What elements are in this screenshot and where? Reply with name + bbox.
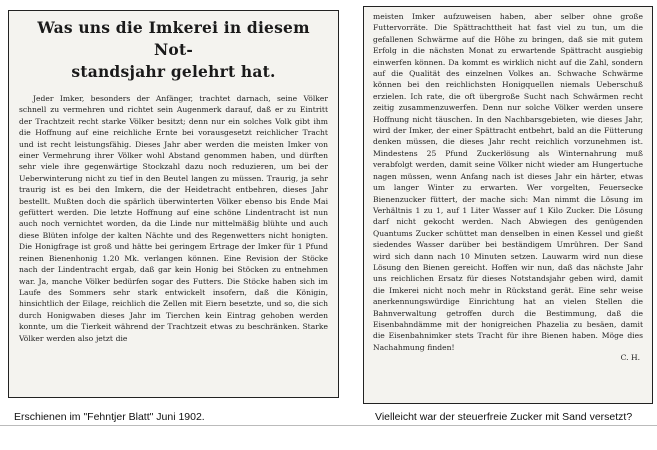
article-body-part-2: meisten Imker aufzuweisen haben, aber selber ohne große Futtervorräte. Die Spättrachttheit hat fast viel zu tun, um die gefallenen Schwärme auf die Höhe zu bringen, daß sie mit gutem Erfolg in die nächsten Monat zu erwartende Spättracht ausgiebig einwerfen können. Da kommt es wirklich nicht auf die Zahl, sondern auf die Qualität des einzelnen Volkes an. Schwache Schwärme können bei den reichlichsten Honigquellen niemals Ueberschuß erzielen. Ich rate, die oft übergroße Sucht nach Schwärmen recht zeitig zusammenzuwerfen. Denn nur solche Völker werden unsere Hoffnung nicht täuschen. In den Nachbarsgebieten, wie dieses Jahr, wird der Imker, der einer Spättracht entbehrt, bald an die Fütterung denken müssen, die dieses Jahr recht reichlich vorzunehmen ist. Mindestens 25 Pfund Zuckerlösung als Winternahrung muß verabfolgt werden, damit seine Völker nicht wieder am Hungertuche nagen müssen, wenn Anfang nach ist dieses Jahr ein härter, etwas um langer Winter zu erwarten. Wer vorgelten, Feuersecke Bienenzucker füttert, der mache sich: Man nimmt die Lösung im Verhältnis 1 zu 1, auf 1 Liter Wasser auf 1 Kilo Zucker. Die Lösung darf nicht gekocht werden. Nach Abwiegen des genügenden Quantums Zucker schüttet man denselben in einen Kessel und gießt siedendes Wasser darüber bei beständigem Umrühren. Der Sand wird sich dann nach 10 Minuten setzen. Lauwarm wird nun diese Lösung den Bienen gereicht. Hoffen wir nun, daß das nächste Jahr uns reichlichen Ersatz für dieses Notstandsjahr geben wird, damit die Imkerei nicht noch mehr in Rückstand gerät. Eine sehr weise anerkennungswürdige Einrichtung hat an vielen Stellen die Bahnverwaltung getroffen durch die Bestimmung, daß die Eisenbahndämme mit der honigreichen Phazelia zu besäen, damit die Eisenbahnimker stets Tracht für ihre Bienen haben. Möge dies Nachahmung finden! [373, 12, 643, 352]
source-caption: Erschienen im "Fehntjer Blatt" Juni 1902. [14, 411, 205, 423]
headline-line-2: standsjahr gelehrt hat. [71, 62, 276, 81]
article-headline [17, 17, 330, 83]
divider-line [0, 425, 657, 426]
newspaper-clipping-left [8, 10, 339, 398]
article-body-part-1: Jeder Imker, besonders der Anfänger, trachtet darnach, seine Völker schnell zu vermehren und richtet sein Augenmerk darauf, daß er zu Eintritt der Trachtzeit recht starke Völker besitzt; denn nur ein solches Volk gibt ihm die Hoffnung auf eine reichliche Ernte bei vorausgesetzt reichlicher Tracht und ist recht leistungsfähig. Dieses Jahr aber werden die meisten Imker von einer Vermehrung ihrer Völker wohl Abstand genommen haben, und dürften sehr viele ihre gegenwärtige Stockzahl dazu noch reduzieren, um bei der Ueberwinterung nicht zu tief in den Beutel langen zu müssen. Traurig, ja sehr traurig ist es bei den Imkern, die der Heidetracht entbehren, dieses Jahr bestellt. Mußten doch die spärlich überwinterten Völker ebenso bis Ende Mai gefüttert werden. Die letzte Hoffnung auf eine schöne Lindentracht ist nun auch noch vernichtet worden, da die Linde nur mittelmäßig blühte und auch diese Blüten infolge der kalten Nächte und des Regenwetters nicht honigten. Die Honigfrage ist groß und hätte bei geringem Ertrage der Imker für 1 Pfund reinen Bienenhonig 1.20 Mk. verlangen können. Eine Revision der Stöcke nach der Lindentracht ergab, daß gar kein Honig bei Stöcken zu entnehmen war. Ja, manche Völker bedürfen sogar des Futters. Die Stöcke haben sich im Laufe des Sommers sehr stark entwickelt insofern, daß die Königin, hinsichtlich der Eilage, reichlich die Zellen mit Eiern besetzte, und so, die sich durch Honigwaben dieses Jahr im Tierchen kein Eintrag gehoben werden konnte, um die Tierkeit während der Trachtzeit etwas zu beschränken. Starke Völker werden also jetzt die [19, 94, 328, 343]
newspaper-clipping-right [363, 6, 653, 404]
headline-line-1: Was uns die Imkerei in diesem Not- [37, 18, 310, 59]
author-signature: C. H. [620, 353, 640, 363]
comment-caption: Vielleicht war der steuerfreie Zucker mit Sand versetzt? [375, 411, 633, 423]
